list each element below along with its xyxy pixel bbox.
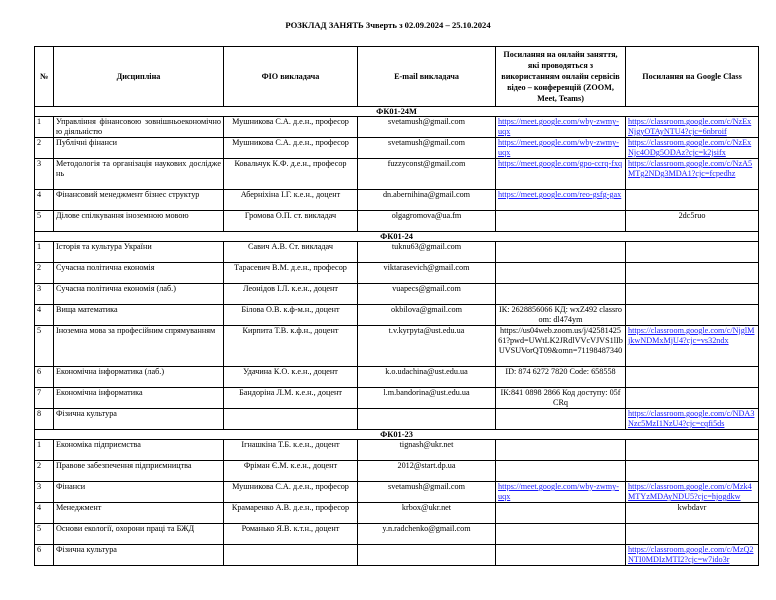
email-cell xyxy=(358,461,496,482)
row-number xyxy=(35,117,54,138)
page-title: РОЗКЛАД ЗАНЯТЬ 3чверть з 02.09.2024 – 25.10.2024 xyxy=(285,20,491,30)
header-online-link: Посилання на онлайн заняття, які проводяться з використанням онлайн сервісів відео – конференцій (ZOOM, Meet, Teams) xyxy=(496,47,626,107)
online-link-cell xyxy=(496,388,626,409)
email-cell xyxy=(358,138,496,159)
teacher-cell-text: Мушникова С.А. д.е.н., професор xyxy=(232,117,349,126)
online-link-cell xyxy=(496,211,626,232)
row-number xyxy=(35,284,54,305)
teacher-cell-text: Савич А.В. Ст. викладач xyxy=(248,242,333,251)
classroom-link-cell-text: 2dc5ruo xyxy=(678,211,706,220)
teacher-cell-text: Леонідов І.Л. к.е.н., доцент xyxy=(243,284,338,293)
email-cell-text: tignash@ukr.net xyxy=(399,440,454,449)
email-cell xyxy=(358,242,496,263)
header-classroom-link: Посилання на Google Class xyxy=(626,47,759,107)
row-number xyxy=(35,524,54,545)
email-cell-text: tuknu63@gmail.com xyxy=(391,242,462,251)
table-row xyxy=(35,367,759,388)
discipline-cell-text: Історія та культура України xyxy=(56,242,152,251)
email-cell-text: okbilova@gmail.com xyxy=(391,305,462,314)
row-number-text: 7 xyxy=(37,388,42,397)
email-cell-text: k.o.udachina@ust.edu.ua xyxy=(385,367,468,376)
row-number-text: 1 xyxy=(37,440,42,449)
teacher-cell-text: Громова О.П. ст. викладач xyxy=(244,211,337,220)
discipline-cell xyxy=(54,482,224,503)
teacher-cell xyxy=(224,388,358,409)
teacher-cell xyxy=(224,409,358,430)
row-number-text: 4 xyxy=(37,305,42,314)
classroom-link-cell xyxy=(626,461,759,482)
row-number xyxy=(35,545,54,566)
email-cell xyxy=(358,482,496,503)
table-row xyxy=(35,524,759,545)
group-name: ФК01-24 xyxy=(35,232,759,242)
classroom-link-cell xyxy=(626,263,759,284)
classroom-link-cell xyxy=(626,190,759,211)
online-link-cell xyxy=(496,461,626,482)
classroom-link-cell xyxy=(626,284,759,305)
row-number-text: 3 xyxy=(37,284,42,293)
header-teacher: ФІО викладача xyxy=(224,47,358,107)
online-link-cell xyxy=(496,242,626,263)
teacher-cell xyxy=(224,524,358,545)
email-cell-text: svetamush@gmail.com xyxy=(388,117,465,126)
email-cell xyxy=(358,326,496,367)
row-number-text: 3 xyxy=(37,159,42,168)
email-cell xyxy=(358,524,496,545)
email-cell-text: viktarasevich@gmail.com xyxy=(383,263,470,272)
teacher-cell xyxy=(224,545,358,566)
row-number xyxy=(35,409,54,430)
email-cell xyxy=(358,159,496,190)
email-cell-text: krbox@ukr.net xyxy=(401,503,452,512)
classroom-link-cell xyxy=(626,326,759,367)
classroom-link-cell xyxy=(626,242,759,263)
teacher-cell-text: Романько Я.В. к.т.н., доцент xyxy=(241,524,340,533)
email-cell-text: vuapecs@gmail.com xyxy=(392,284,461,293)
online-link-cell xyxy=(496,190,626,211)
row-number xyxy=(35,461,54,482)
meet-link[interactable]: https://meet.google.com/wby-zwmy-uqx xyxy=(498,117,619,136)
discipline-cell xyxy=(54,545,224,566)
discipline-cell-text: Економіка підприємства xyxy=(56,440,141,449)
row-number-text: 5 xyxy=(37,524,42,533)
classroom-link[interactable]: https://classroom.google.com/c/NzExNjgyOTAyNTU4?cjc=6nbroif xyxy=(628,117,752,136)
teacher-cell-text: Ковальчук К.Ф. д.е.н., професор xyxy=(234,159,347,168)
email-cell xyxy=(358,388,496,409)
table-row xyxy=(35,545,759,566)
meet-link[interactable]: https://meet.google.com/wby-zwmy-uqx xyxy=(498,482,619,501)
classroom-link[interactable]: https://classroom.google.com/c/Mzk4MTYzMDAyNDU5?cjc=hjogdkw xyxy=(628,482,752,501)
discipline-cell xyxy=(54,242,224,263)
teacher-cell xyxy=(224,211,358,232)
teacher-cell xyxy=(224,461,358,482)
table-row xyxy=(35,503,759,524)
header-email: E-mail викладача xyxy=(358,47,496,107)
email-cell-text: t.v.kyrpyta@ust.edu.ua xyxy=(388,326,465,335)
table-row xyxy=(35,482,759,503)
row-number-text: 5 xyxy=(37,211,42,220)
email-cell-text: y.n.radchenko@gmail.com xyxy=(382,524,471,533)
classroom-link-cell xyxy=(626,138,759,159)
teacher-cell xyxy=(224,159,358,190)
teacher-cell xyxy=(224,138,358,159)
discipline-cell xyxy=(54,503,224,524)
online-link-cell xyxy=(496,440,626,461)
discipline-cell xyxy=(54,409,224,430)
table-row xyxy=(35,190,759,211)
row-number-text: 5 xyxy=(37,326,42,335)
online-link-cell-text: https://us04web.zoom.us/j/4258142561?pwd=UWtLK2JRdlVVcVJVS1lIbUVSUVorQT09&omn=71198487340 xyxy=(498,326,623,355)
teacher-cell-text: Кирпита Т.В. к.ф.н., доцент xyxy=(242,326,339,335)
online-link-cell-text: ID: 874 6272 7820 Code: 658558 xyxy=(505,367,616,376)
online-link-cell-text: ІК:841 0898 2866 Код доступу: 05fCRq xyxy=(500,388,621,407)
row-number-text: 8 xyxy=(37,409,42,418)
discipline-cell xyxy=(54,159,224,190)
row-number xyxy=(35,388,54,409)
teacher-cell xyxy=(224,284,358,305)
online-link-cell xyxy=(496,409,626,430)
teacher-cell xyxy=(224,440,358,461)
meet-link[interactable]: https://meet.google.com/gpo-ccrq-fxq xyxy=(498,159,623,168)
row-number-text: 2 xyxy=(37,263,42,272)
row-number-text: 1 xyxy=(37,117,42,126)
table-row xyxy=(35,409,759,430)
classroom-link[interactable]: https://classroom.google.com/c/NjglMjkwNDMxMjU4?cjc=vs32ndx xyxy=(628,326,755,345)
table-row xyxy=(35,440,759,461)
row-number-text: 4 xyxy=(37,190,42,199)
row-number xyxy=(35,305,54,326)
discipline-cell xyxy=(54,388,224,409)
discipline-cell-text: Вища математика xyxy=(56,305,118,314)
table-row xyxy=(35,326,759,367)
row-number xyxy=(35,440,54,461)
discipline-cell xyxy=(54,440,224,461)
classroom-link-cell xyxy=(626,545,759,566)
discipline-cell xyxy=(54,190,224,211)
teacher-cell-text: Мушникова С.А. д.е.н., професор xyxy=(232,138,349,147)
discipline-cell xyxy=(54,461,224,482)
teacher-cell-text: Мушникова С.А. д.е.н., професор xyxy=(232,482,349,491)
teacher-cell xyxy=(224,190,358,211)
teacher-cell xyxy=(224,326,358,367)
discipline-cell-text: Економічна інформатика (лаб.) xyxy=(56,367,165,376)
row-number-text: 1 xyxy=(37,242,42,251)
discipline-cell xyxy=(54,305,224,326)
classroom-link-cell xyxy=(626,117,759,138)
discipline-cell-text: Фізична культура xyxy=(56,409,117,418)
schedule-table xyxy=(34,46,759,566)
online-link-cell xyxy=(496,284,626,305)
header-discipline: Дисципліна xyxy=(54,47,224,107)
group-header-row xyxy=(35,107,759,117)
email-cell xyxy=(358,190,496,211)
row-number xyxy=(35,159,54,190)
table-row xyxy=(35,461,759,482)
row-number xyxy=(35,482,54,503)
online-link-cell xyxy=(496,117,626,138)
table-row xyxy=(35,138,759,159)
email-cell xyxy=(358,263,496,284)
email-cell-text: fuzzyconst@gmail.com xyxy=(387,159,466,168)
group-header-row xyxy=(35,232,759,242)
classroom-link[interactable]: https://classroom.google.com/c/NzA5MTg2NDg3MDA1?cjc=fcpedhz xyxy=(628,159,753,178)
group-name: ФК01-23 xyxy=(35,430,759,440)
teacher-cell xyxy=(224,305,358,326)
classroom-link-cell xyxy=(626,409,759,430)
table-row xyxy=(35,242,759,263)
teacher-cell-text: Ігнашкіна Т.Б. к.е.н., доцент xyxy=(241,440,340,449)
discipline-cell-text: Ділове спілкування іноземною мовою xyxy=(56,211,189,220)
row-number xyxy=(35,263,54,284)
email-cell xyxy=(358,117,496,138)
table-row xyxy=(35,117,759,138)
classroom-link[interactable]: https://classroom.google.com/c/NDA3Nzc5MzI1NzU4?cjc=cqfi5ds xyxy=(628,409,755,428)
email-cell-text: dn.abernihina@gmail.com xyxy=(382,190,471,199)
email-cell-text: l.m.bandorina@ust.edu.ua xyxy=(383,388,470,397)
row-number xyxy=(35,242,54,263)
email-cell-text: 2012@start.dp.ua xyxy=(397,461,456,470)
email-cell-text: svetamush@gmail.com xyxy=(388,138,465,147)
teacher-cell-text: Крамаренко А.В. д.е.н., професор xyxy=(231,503,350,512)
email-cell-text: svetamush@gmail.com xyxy=(388,482,465,491)
discipline-cell-text: Методологія та організація наукових досліджень xyxy=(56,159,221,178)
teacher-cell xyxy=(224,117,358,138)
teacher-cell-text: Аберніхіна І.Г. к.е.н., доцент xyxy=(240,190,341,199)
online-link-cell xyxy=(496,367,626,388)
email-cell xyxy=(358,305,496,326)
classroom-link-cell xyxy=(626,159,759,190)
online-link-cell xyxy=(496,159,626,190)
discipline-cell-text: Економічна інформатика xyxy=(56,388,143,397)
discipline-cell-text: Сучасна політична економія xyxy=(56,263,155,272)
email-cell xyxy=(358,211,496,232)
row-number-text: 4 xyxy=(37,503,42,512)
discipline-cell xyxy=(54,326,224,367)
header-row xyxy=(35,47,759,107)
table-row xyxy=(35,263,759,284)
teacher-cell xyxy=(224,242,358,263)
table-row xyxy=(35,159,759,190)
discipline-cell-text: Фінансовий менеджмент бізнес структур xyxy=(56,190,200,199)
classroom-link-cell xyxy=(626,211,759,232)
table-row xyxy=(35,211,759,232)
classroom-link-cell xyxy=(626,524,759,545)
table-row xyxy=(35,305,759,326)
meet-link[interactable]: https://meet.google.com/wby-zwmy-uqx xyxy=(498,138,619,157)
email-cell-text: olgagromova@ua.fm xyxy=(391,211,462,220)
row-number xyxy=(35,503,54,524)
online-link-cell xyxy=(496,503,626,524)
classroom-link-cell-text: kwbdavr xyxy=(677,503,707,512)
classroom-link[interactable]: https://classroom.google.com/c/NzExNjc4ODg5ODAz?cjc=k2jsifx xyxy=(628,138,752,157)
online-link-cell xyxy=(496,305,626,326)
discipline-cell xyxy=(54,263,224,284)
teacher-cell-text: Білова О.В. к.ф-м.н., доцент xyxy=(241,305,340,314)
row-number-text: 2 xyxy=(37,138,42,147)
discipline-cell-text: Управління фінансовою зовнішньоекономічною діяльністю xyxy=(56,117,221,136)
discipline-cell xyxy=(54,117,224,138)
discipline-cell-text: Правове забезпечення підприємництва xyxy=(56,461,192,470)
discipline-cell xyxy=(54,284,224,305)
meet-link[interactable]: https://meet.google.com/reo-gsfg-gax xyxy=(498,190,622,199)
discipline-cell-text: Фізична культура xyxy=(56,545,117,554)
discipline-cell xyxy=(54,524,224,545)
row-number xyxy=(35,326,54,367)
email-cell xyxy=(358,545,496,566)
table-row xyxy=(35,388,759,409)
online-link-cell xyxy=(496,482,626,503)
discipline-cell-text: Основи екології, охорони праці та БЖД xyxy=(56,524,195,533)
teacher-cell-text: Удачина К.О. к.е.н., доцент xyxy=(243,367,338,376)
email-cell xyxy=(358,367,496,388)
classroom-link-cell xyxy=(626,503,759,524)
teacher-cell xyxy=(224,482,358,503)
teacher-cell xyxy=(224,503,358,524)
group-name: ФК01-24М xyxy=(35,107,759,117)
classroom-link-cell xyxy=(626,388,759,409)
discipline-cell-text: Сучасна політична економія (лаб.) xyxy=(56,284,176,293)
row-number-text: 3 xyxy=(37,482,42,491)
discipline-cell-text: Публічні фінанси xyxy=(56,138,118,147)
classroom-link-cell xyxy=(626,482,759,503)
classroom-link-cell xyxy=(626,367,759,388)
group-header-row xyxy=(35,430,759,440)
teacher-cell xyxy=(224,367,358,388)
email-cell xyxy=(358,409,496,430)
email-cell xyxy=(358,284,496,305)
row-number xyxy=(35,211,54,232)
discipline-cell-text: Фінанси xyxy=(56,482,86,491)
discipline-cell xyxy=(54,367,224,388)
teacher-cell-text: Фріман Є.М. к.е.н., доцент xyxy=(243,461,338,470)
online-link-cell xyxy=(496,545,626,566)
classroom-link-cell xyxy=(626,440,759,461)
classroom-link[interactable]: https://classroom.google.com/c/MzQ2NTI0MDIzMTI2?cjc=w7ido3r xyxy=(628,545,754,564)
row-number-text: 6 xyxy=(37,367,42,376)
classroom-link-cell xyxy=(626,305,759,326)
teacher-cell-text: Тарасевич В.М. д.е.н., професор xyxy=(234,263,347,272)
teacher-cell-text: Бандоріна Л.М. к.е.н., доцент xyxy=(239,388,342,397)
discipline-cell-text: Менеджмент xyxy=(56,503,102,512)
row-number xyxy=(35,190,54,211)
row-number-text: 2 xyxy=(37,461,42,470)
row-number xyxy=(35,367,54,388)
discipline-cell-text: Іноземна мова за професійним спрямуванням xyxy=(56,326,216,335)
discipline-cell xyxy=(54,138,224,159)
row-number xyxy=(35,138,54,159)
online-link-cell xyxy=(496,326,626,367)
online-link-cell xyxy=(496,138,626,159)
email-cell xyxy=(358,440,496,461)
table-row xyxy=(35,284,759,305)
email-cell xyxy=(358,503,496,524)
teacher-cell xyxy=(224,263,358,284)
header-num: № xyxy=(35,47,54,107)
online-link-cell xyxy=(496,263,626,284)
online-link-cell-text: ІК: 2628856066 КД: wxZ492 classroom: dl474ym xyxy=(499,305,622,324)
online-link-cell xyxy=(496,524,626,545)
discipline-cell xyxy=(54,211,224,232)
row-number-text: 6 xyxy=(37,545,42,554)
